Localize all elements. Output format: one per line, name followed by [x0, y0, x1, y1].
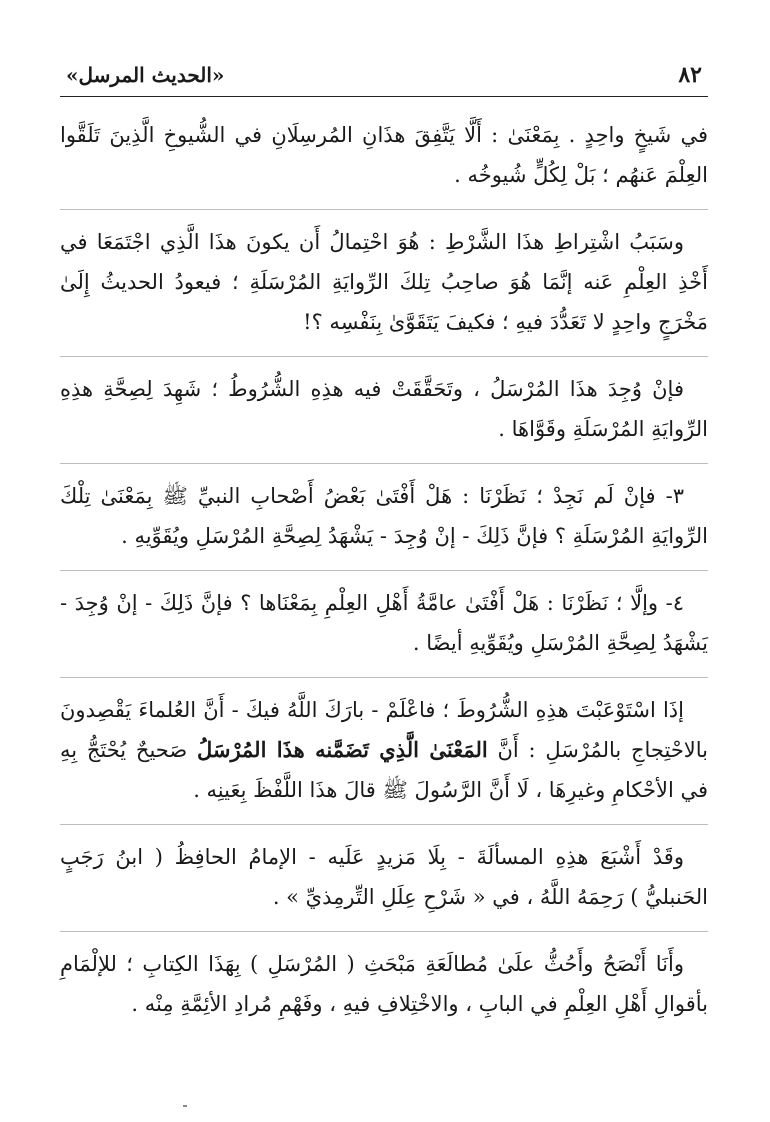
paragraph-divider	[60, 677, 708, 678]
page-number: ٨٢	[678, 62, 702, 88]
paragraph-6	[60, 690, 708, 810]
paragraph-divider	[60, 824, 708, 825]
paragraph-1: في شَيخٍ واحِدٍ . بِمَعْنَىٰ : أَلَّا يَتَّفِقَ هذَانِ المُرسِلَانِ في الشُّيوخِ الَّذِينَ تَلَقَّوا العِلْمَ عَنهُم ؛ بَلْ لِكُلٍّ شُيوخُه .	[60, 123, 708, 187]
paragraph-6-text-before: إذَا اسْتَوْعَبْتَ هذِهِ الشُّرُوطَ ؛ فاعْلَمْ - بارَكَ اللَّهُ فيكَ - أَنَّ العُلماءَ يَقْصِدونَ بالاحْتِجاجِ بالمُرْسَلِ : أَنَّ	[60, 698, 709, 762]
paragraph-divider	[60, 463, 708, 464]
paragraph-8: وأَنَا أَنْصَحُ وأَحُثُّ علَىٰ مُطالَعَةِ مَبْحَثِ ( المُرْسَلِ ) بِهَذَا الكِتابِ ؛ للإلْمَامِ بأقوالِ أَهْلِ العِلْمِ في البابِ ، والاخْتِلافِ فيهِ ، وفَهْمِ مُرادِ الأئِمَّةِ مِنْه .	[60, 952, 708, 1016]
paragraph-4-point-3: ٣- فإنْ لَم نَجِدْ ؛ نَظَرْنَا : هَلْ أَفْتَىٰ بَعْضُ أَصْحابِ النبيِّ ﷺ بِمَعْنَىٰ تِلْكَ الرِّوايَةِ المُرْسَلَةِ ؟ فإنَّ ذَلِكَ - إنْ وُجِدَ - يَشْهَدُ لِصِحَّةِ المُرْسَلِ ويُقَوِّيهِ .	[60, 484, 708, 548]
paragraph-divider	[60, 570, 708, 571]
running-title: «الحديث المرسل»	[66, 63, 225, 87]
footer-mark	[183, 1105, 187, 1107]
paragraph-divider	[60, 931, 708, 932]
page-header	[60, 62, 708, 97]
paragraph-5-point-4: ٤- وإلَّا ؛ نَظَرْنَا : هَلْ أَفْتَىٰ عامَّةُ أَهْلِ العِلْمِ بِمَعْنَاها ؟ فإنَّ ذَلِكَ - إنْ وُجِدَ - يَشْهَدُ لِصِحَّةِ المُرْسَلِ ويُقَوِّيهِ أيضًا .	[60, 591, 708, 655]
paragraph-divider	[60, 356, 708, 357]
paragraph-2: وسَبَبُ اشْتِراطِ هذَا الشَّرْطِ : هُوَ احْتِمالُ أَن يكونَ هذَا الَّذِي اجْتَمَعَا في أَخْذِ العِلْمِ عَنه إنَّمَا هُوَ صاحِبُ تِلكَ الرِّوايَةِ المُرْسَلَةِ ؛ فيعودُ الحديثُ إِلَىٰ مَخْرَجٍ واحِدٍ لا تَعَدُّدَ فيهِ ؛ فكيفَ يَتَقَوَّىٰ بِنَفْسِه ؟!	[60, 230, 708, 334]
book-page	[60, 62, 708, 1038]
page-body	[60, 115, 708, 1024]
paragraph-7: وقَدْ أَشْبَعَ هذِهِ المسألَةَ - بِلَا مَزيدٍ عَلَيه - الإمامُ الحافِظُ ( ابنُ رَجَبٍ الحَنبليُّ ) رَحِمَهُ اللَّهُ ، في « شَرْحِ عِلَلِ التِّرمِذيِّ » .	[60, 845, 708, 909]
paragraph-6-text-after: صَحيحٌ يُحْتَجُّ بِهِ في الأحْكامِ وغيرِهَا ، لَا أَنَّ الرَّسُولَ ﷺ قالَ هذَا اللَّفْظَ بِعَينِه .	[60, 738, 708, 802]
paragraph-6-bold-phrase: المَعْنَىٰ الَّذِي تَضَمَّنه هذَا المُرْسَلُ	[196, 737, 488, 762]
paragraph-3: فإنْ وُجِدَ هذَا المُرْسَلُ ، وتَحَقَّقَتْ فيه هذِهِ الشُّرُوطُ ؛ شَهِدَ لِصِحَّةِ هذِهِ الرِّوايَةِ المُرْسَلَةِ وقَوَّاهَا .	[60, 377, 708, 441]
paragraph-divider	[60, 209, 708, 210]
